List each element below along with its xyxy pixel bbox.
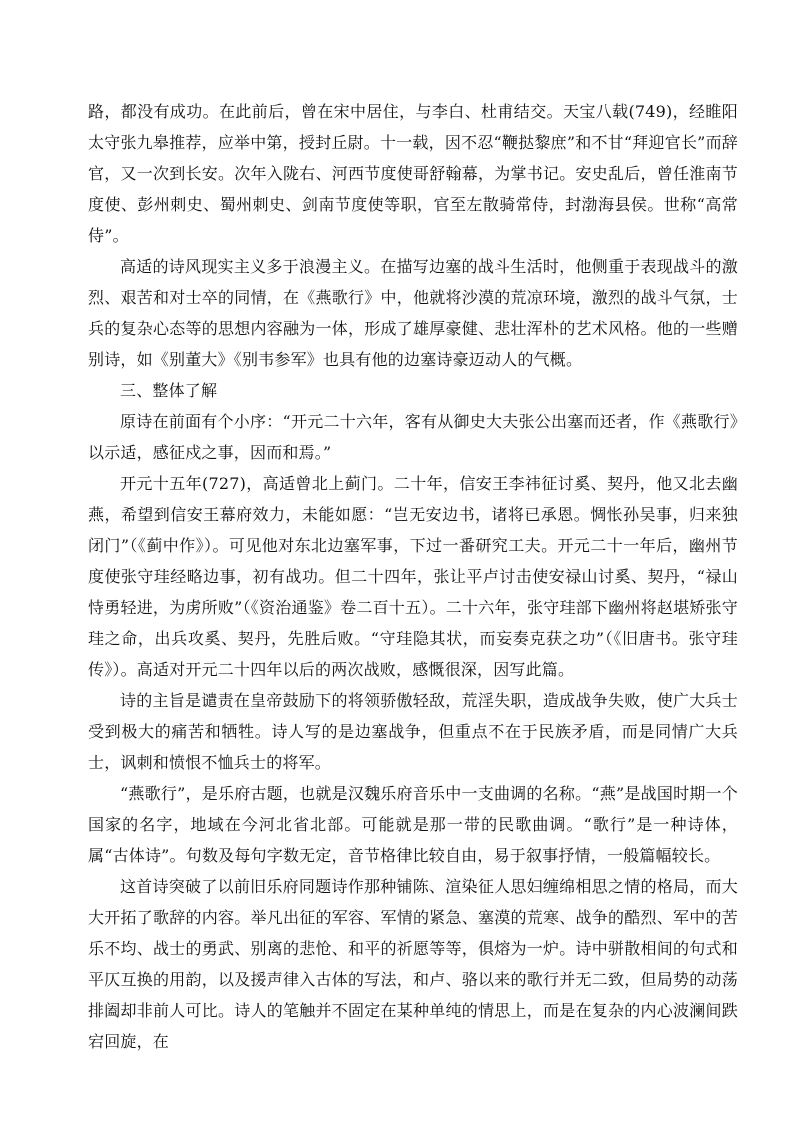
paragraph-5: 诗的主旨是谴责在皇帝鼓励下的将领骄傲轻敌，荒淫失职，造成战争失败，使广大兵士受到极大的痛苦和牺牲。诗人写的是边塞战争，但重点不在于民族矛盾，而是同情广大兵士，讽刺和愤恨不恤兵士的将军。 [88,691,738,772]
section-heading-overall-understanding: 三、整体了解 [120,381,218,400]
paragraph-6: “燕歌行”，是乐府古题，也就是汉魏乐府音乐中一支曲调的名称。“燕”是战国时期一个国家的名字，地域在今河北省北部。可能就是那一带的民歌曲调。“歌行”是一种诗体，属“古体诗”。句数及每句字数无定，音节格律比较自由，易于叙事抒情，一般篇幅较长。 [88,784,738,865]
document-body [88,96,738,1057]
paragraph-2: 高适的诗风现实主义多于浪漫主义。在描写边塞的战斗生活时，他侧重于表现战斗的激烈、艰苦和对士卒的同情，在《燕歌行》中，他就将沙漠的荒凉环境，激烈的战斗气氛，士兵的复杂心态等的思想内容融为一体，形成了雄厚豪健、悲壮浑朴的艺术风格。他的一些赠别诗，如《别董大》《别韦参军》也具有他的边塞诗豪迈动人的气概。 [88,257,738,369]
paragraph-1: 路，都没有成功。在此前后，曾在宋中居住，与李白、杜甫结交。天宝八载(749)，经睢阳太守张九皋推荐，应举中第，授封丘尉。十一载，因不忍“鞭挞黎庶”和不甘“拜迎官长”而辞官，又一次到长安。次年入陇右、河西节度使哥舒翰幕，为掌书记。安史乱后，曾任淮南节度使、彭州刺史、蜀州刺史、剑南节度使等职，官至左散骑常侍，封渤海县侯。世称“高常侍”。 [88,102,738,245]
paragraph-4: 开元十五年(727)，高适曾北上蓟门。二十年，信安王李祎征讨奚、契丹，他又北去幽燕，希望到信安王幕府效力，未能如愿：“岂无安边书，诸将已承恩。惆怅孙吴事，归来独闭门”（《蓟中作》）。可见他对东北边塞军事，下过一番研究工夫。开元二十一年后，幽州节度使张守珪经略边事，初有战功。但二十四年，张让平卢讨击使安禄山讨奚、契丹，“禄山恃勇轻进，为虏所败”（《资治通鉴》卷二百十五）。二十六年，张守珪部下幽州将赵堪矫张守珪之命，出兵攻奚、契丹，先胜后败。“守珪隐其状，而妄奏克获之功”（《旧唐书。张守珪传》）。高适对开元二十四年以后的两次战败，感慨很深，因写此篇。 [88,474,738,679]
paragraph-7: 这首诗突破了以前旧乐府同题诗作那种铺陈、渲染征人思妇缠绵相思之情的格局，而大大开拓了歌辞的内容。举凡出征的军容、军情的紧急、塞漠的荒寒、战争的酷烈、军中的苦乐不均、战士的勇武、别离的悲怆、和平的祈愿等等，俱熔为一炉。诗中骈散相间的句式和平仄互换的用韵，以及援声律入古体的写法，和卢、骆以来的歌行并无二致，但局势的动荡排阖却非前人可比。诗人的笔触并不固定在某种单纯的情思上，而是在复杂的内心波澜间跌宕回旋，在 [88,877,738,1051]
paragraph-3: 原诗在前面有个小序：“开元二十六年，客有从御史大夫张公出塞而还者，作《燕歌行》以示适，感征戍之事，因而和焉。” [88,412,738,462]
